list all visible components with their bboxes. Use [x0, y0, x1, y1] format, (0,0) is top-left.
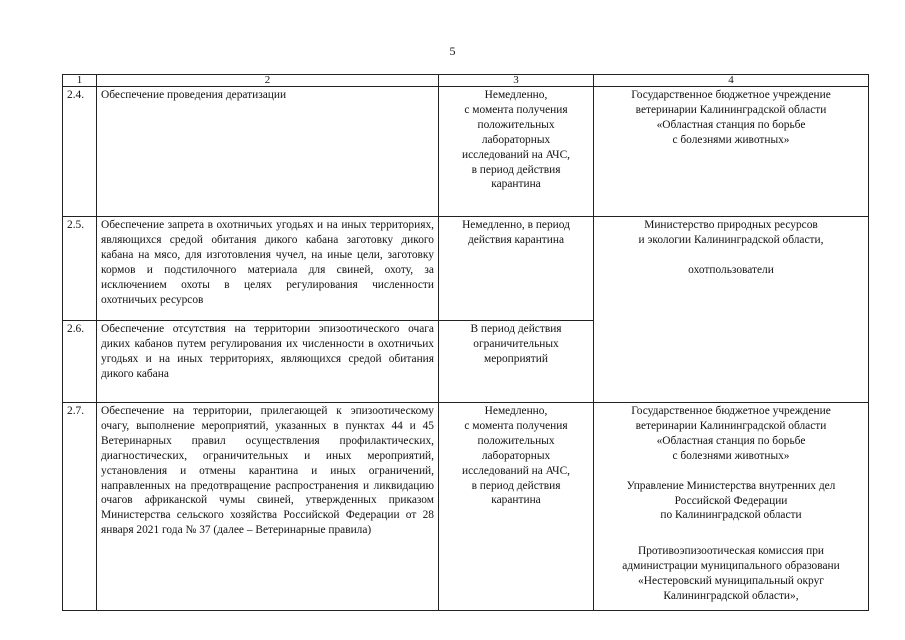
- term-cell: [439, 217, 594, 321]
- responsible-line: ветеринарии Калининградской области: [635, 419, 827, 432]
- responsible-line: администрации муниципального образовани: [622, 560, 840, 573]
- responsible-line: «Областная станция по борьбе: [656, 434, 806, 447]
- table-row-2-4: [63, 87, 869, 217]
- term-line: положительных: [477, 434, 555, 447]
- row-number: 2.7.: [63, 403, 97, 611]
- responsible-cell: [594, 217, 869, 403]
- responsible-line: с болезнями животных»: [672, 133, 790, 146]
- term-line: лабораторных: [481, 449, 551, 462]
- responsible-line: Российской Федерации: [674, 494, 788, 507]
- header-row: [63, 75, 869, 87]
- term-line: с момента получения: [464, 103, 568, 116]
- term-line: В период действия: [470, 323, 562, 335]
- header-col-1: 1: [63, 75, 97, 87]
- term-line: исследований на АЧС,: [461, 464, 571, 477]
- header-col-4: 4: [594, 75, 869, 87]
- row-number: 2.4.: [63, 87, 97, 217]
- term-line: в период действия: [471, 163, 561, 176]
- measure-cell: Обеспечение на территории, прилегающей к эпизоотическому очагу, выполнение мероприятий, указанных в пунктах 44 и 45 Ветеринарных правил осуществления профилактических, диагностических, ограничительных и иных мероприятий, установления и отмены карантина и иных ограничений, направленных на предотвращение распространения и ликвидацию очагов африканской чумы свиней, утвержденных приказом Министерства сельского хозяйства Российской Федерации от 28 января 2021 года № 37 (далее – Ветеринарные правила): [97, 403, 439, 611]
- term-line: карантина: [491, 178, 541, 191]
- responsible-line: Управление Министерства внутренних дел: [626, 479, 836, 492]
- term-line: карантина: [491, 494, 541, 507]
- term-line: Немедленно,: [484, 405, 548, 417]
- term-cell: [439, 403, 594, 611]
- responsible-line: ветеринарии Калининградской области: [635, 103, 827, 116]
- table-row-2-5: [63, 217, 869, 321]
- term-line: лабораторных: [481, 133, 551, 146]
- term-line: Немедленно,: [484, 89, 548, 101]
- term-line: действия карантина: [467, 233, 565, 246]
- responsible-cell: [594, 403, 869, 611]
- measure-cell: Обеспечение отсутствия на территории эпизоотического очага диких кабанов путем регулирования их численности в охотничьих угодьях и на иных территориях, являющихся средой обитания дикого кабана: [97, 321, 439, 403]
- responsible-cell: [594, 87, 869, 217]
- term-line: в период действия: [471, 479, 561, 492]
- term-line: мероприятий: [484, 352, 548, 365]
- page-number: 5: [449, 44, 456, 58]
- responsible-line: «Областная станция по борьбе: [656, 118, 806, 131]
- row-number: 2.6.: [63, 321, 97, 403]
- responsible-line: и экологии Калининградской области,: [638, 233, 824, 246]
- measures-table: [62, 74, 869, 611]
- responsible-line: «Нестеровский муниципальный округ: [638, 575, 824, 588]
- term-cell: [439, 321, 594, 403]
- responsible-line: Государственное бюджетное учреждение: [631, 405, 831, 417]
- row-number: 2.5.: [63, 217, 97, 321]
- term-line: положительных: [477, 118, 555, 131]
- term-cell: [439, 87, 594, 217]
- responsible-line: Государственное бюджетное учреждение: [631, 89, 831, 101]
- responsible-line: с болезнями животных»: [672, 449, 790, 462]
- term-line: ограничительных: [473, 337, 559, 350]
- responsible-line: охотпользователи: [688, 263, 774, 276]
- header-col-2: 2: [97, 75, 439, 87]
- responsible-line: Калининградской области»,: [663, 590, 799, 603]
- term-line: исследований на АЧС,: [461, 148, 571, 161]
- responsible-line: Министерство природных ресурсов: [644, 219, 818, 231]
- measure-cell: Обеспечение проведения дератизации: [97, 87, 439, 217]
- responsible-line: по Калининградской области: [660, 509, 802, 522]
- table-row-2-7: [63, 403, 869, 611]
- term-line: с момента получения: [464, 419, 568, 432]
- responsible-line: Противоэпизоотическая комиссия при: [637, 545, 825, 558]
- measure-cell: Обеспечение запрета в охотничьих угодьях и на иных территориях, являющихся средой обитания дикого кабана заготовку дикого кабана на мясо, для изготовления чучел, на иные цели, заготовку кормов и подстилочного материала для свиней, охоту, за исключением охоты в целях регулирования численности охотничьих ресурсов: [97, 217, 439, 321]
- term-line: Немедленно, в период: [462, 219, 570, 231]
- header-col-3: 3: [439, 75, 594, 87]
